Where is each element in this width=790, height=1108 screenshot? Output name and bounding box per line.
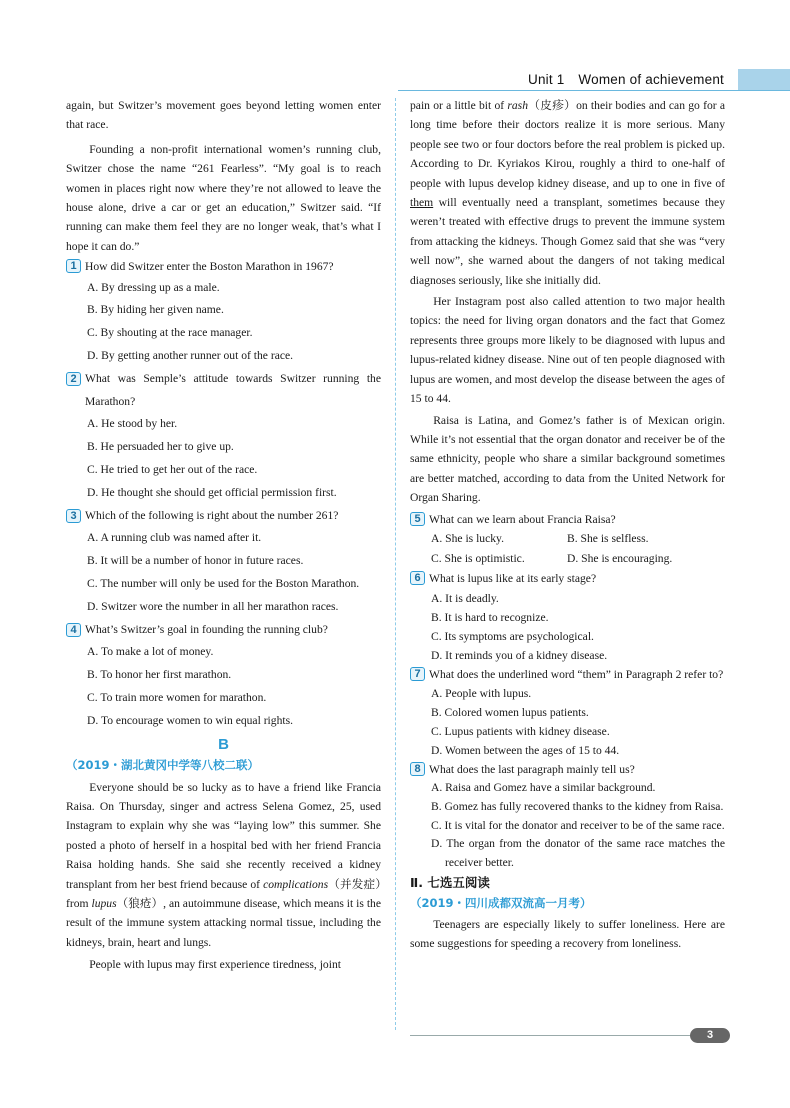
question-text: What does the underlined word “them” in Paragraph 2 refer to? bbox=[429, 667, 724, 681]
option: B. She is selfless. bbox=[567, 531, 649, 545]
section-2-heading: Ⅱ. 七选五阅读 bbox=[410, 874, 490, 890]
paragraph: Her Instagram post also called attention to two major health topics: the need for living organ donators and the fact that Gomez represents three groups more likely to be diagnosed with lupus and lupus-related kidney disease. Nine out of ten people diagnosed with lupus are women, and most develop the disease between the ages of 15 to 44. bbox=[410, 295, 725, 406]
question-7 bbox=[410, 665, 725, 760]
option: C. Its symptoms are psychological. bbox=[431, 629, 594, 643]
header-color-tab bbox=[738, 69, 790, 91]
unit-label: Unit 1 bbox=[528, 72, 565, 87]
question-number-badge: 8 bbox=[410, 762, 425, 776]
option-row bbox=[410, 529, 725, 549]
option: D. Women between the ages of 15 to 44. bbox=[431, 743, 620, 757]
option: A. People with lupus. bbox=[431, 686, 532, 700]
option: C. By shouting at the race manager. bbox=[87, 326, 253, 340]
question-4 bbox=[66, 619, 381, 733]
option: D. By getting another runner out of the race. bbox=[87, 349, 294, 363]
paragraph: again, but Switzer’s movement goes beyond letting women enter that race. bbox=[66, 99, 381, 132]
question-number-badge: 7 bbox=[410, 667, 425, 681]
question-text: What is lupus like at its early stage? bbox=[429, 571, 597, 585]
option: A. She is lucky. bbox=[431, 531, 504, 545]
footer-rule bbox=[410, 1035, 692, 1036]
question-number-badge: 5 bbox=[410, 512, 425, 526]
section-2-source: （2019・四川成都双流高一月考） bbox=[410, 895, 592, 910]
option: C. It is vital for the donator and receiver to be of the same race. bbox=[431, 818, 725, 832]
question-number-badge: 6 bbox=[410, 571, 425, 585]
question-3 bbox=[66, 505, 381, 619]
question-5 bbox=[410, 510, 725, 569]
question-text: What does the last paragraph mainly tell us? bbox=[429, 762, 635, 776]
question-stem bbox=[410, 760, 725, 779]
option: C. He tried to get her out of the race. bbox=[87, 463, 258, 477]
option: D. To encourage women to win equal rights. bbox=[87, 713, 294, 727]
question-stem bbox=[66, 619, 381, 642]
paragraph: Raisa is Latina, and Gomez’s father is of Mexican origin. While it’s not essential that the organ donator and receiver be of the same ethnicity, people who share a similar background sometimes are better matched, according to data from the United Network for Organ Sharing. bbox=[410, 413, 725, 505]
paragraph: pain or a little bit of rash（皮疹）on their bodies and can go for a long time before their doctors realize it is more serious. Many people see two or four doctors before the real problem is picked up. According to Dr. Kyriakos Kirou, roughly a third to one-half of people with lupus develop kidney disease, and up to one in five of them will eventually need a transplant, sometimes because they weren’t treated with effective drugs to prevent the immune system from attacking the kidneys. Though Gomez said that she was “very well now”, she warned about the dangers of not taking medical diagnoses seriously, like she initially did. bbox=[410, 99, 725, 287]
option: B. To honor her first marathon. bbox=[87, 668, 232, 682]
option: B. It is hard to recognize. bbox=[431, 610, 549, 624]
option: B. It will be a number of honor in future races. bbox=[87, 554, 304, 568]
question-stem bbox=[410, 510, 725, 529]
column-divider bbox=[395, 98, 396, 1030]
question-stem bbox=[410, 665, 725, 684]
option: B. By hiding her given name. bbox=[87, 303, 224, 317]
option: A. By dressing up as a male. bbox=[87, 280, 220, 294]
question-number-badge: 4 bbox=[66, 623, 81, 637]
question-stem bbox=[66, 505, 381, 528]
page-number: 3 bbox=[690, 1028, 730, 1043]
question-stem bbox=[410, 569, 725, 589]
question-stem bbox=[66, 257, 381, 276]
header-rule bbox=[398, 90, 790, 91]
question-number-badge: 1 bbox=[66, 259, 81, 273]
paragraph: Teenagers are especially likely to suffer loneliness. Here are some suggestions for speeding a recovery from loneliness. bbox=[410, 917, 725, 951]
question-2 bbox=[66, 368, 381, 505]
option: D. She is encouraging. bbox=[567, 551, 673, 565]
option: D. Switzer wore the number in all her marathon races. bbox=[87, 599, 339, 613]
section-b-source: （2019・湖北黄冈中学等八校二联） bbox=[66, 757, 260, 772]
option: D. The organ from the donator of the same race matches the receiver better. bbox=[431, 837, 725, 870]
question-text: What was Semple’s attitude towards Switzer running the Marathon? bbox=[85, 371, 381, 408]
option: C. She is optimistic. bbox=[431, 551, 525, 565]
paragraph: Everyone should be so lucky as to have a friend like Francia Raisa. On Thursday, singer and actress Selena Gomez, 25, used Instagram to explain why she was “laying low” this summer. She posted a photo of herself in a hospital bed with her friend Francia Raisa holding hands. She said she recently received a kidney transplant from her best friend because of complications（并发症）from lupus（狼疮）, an autoimmune disease, which means it is the result of the immune system attacking normal tissue, including the kidneys, brain, heart and lungs. bbox=[66, 780, 382, 949]
option: A. He stood by her. bbox=[87, 417, 178, 431]
unit-header bbox=[528, 72, 724, 87]
question-text: How did Switzer enter the Boston Marathon in 1967? bbox=[85, 260, 334, 274]
section-b-letter: B bbox=[218, 735, 229, 753]
question-number-badge: 2 bbox=[66, 372, 81, 386]
question-6 bbox=[410, 569, 725, 665]
option: C. The number will only be used for the Boston Marathon. bbox=[87, 577, 360, 591]
italic-term: lupus bbox=[91, 897, 117, 911]
question-stem bbox=[66, 368, 381, 414]
paragraph: Founding a non-profit international women’s running club, Switzer chose the name “261 Fearless”. “My goal is to reach women in places right now where they’re not allowed to leave the house alone, drive a car or get an education,” Switzer said. “If running can make them feel they are no longer weak, that’s what I hope it can do.” bbox=[66, 142, 381, 253]
option: B. Gomez has fully recovered thanks to the kidney from Raisa. bbox=[431, 799, 724, 813]
right-column bbox=[410, 96, 725, 954]
question-text: What can we learn about Francia Raisa? bbox=[429, 512, 616, 526]
left-column bbox=[66, 96, 381, 975]
option: C. Lupus patients with kidney disease. bbox=[431, 724, 610, 738]
underlined-word: them bbox=[410, 196, 434, 210]
option: A. To make a lot of money. bbox=[87, 645, 214, 659]
option: D. It reminds you of a kidney disease. bbox=[431, 648, 608, 662]
option: A. Raisa and Gomez have a similar background. bbox=[431, 780, 656, 794]
option: D. He thought she should get official permission first. bbox=[87, 485, 337, 499]
option: A. It is deadly. bbox=[431, 591, 499, 605]
question-text: What’s Switzer’s goal in founding the running club? bbox=[85, 622, 328, 636]
option: B. He persuaded her to give up. bbox=[87, 440, 234, 454]
option: B. Colored women lupus patients. bbox=[431, 705, 589, 719]
option-row bbox=[410, 549, 725, 569]
option: C. To train more women for marathon. bbox=[87, 691, 267, 704]
italic-term: rash bbox=[507, 99, 528, 112]
question-number-badge: 3 bbox=[66, 509, 81, 523]
unit-title: Women of achievement bbox=[578, 72, 724, 87]
question-text: Which of the following is right about the number 261? bbox=[85, 508, 339, 522]
option: A. A running club was named after it. bbox=[87, 531, 262, 545]
question-1 bbox=[66, 257, 381, 368]
italic-term: complications bbox=[263, 877, 329, 891]
question-8 bbox=[410, 760, 725, 873]
paragraph: People with lupus may first experience tiredness, joint bbox=[89, 958, 341, 972]
